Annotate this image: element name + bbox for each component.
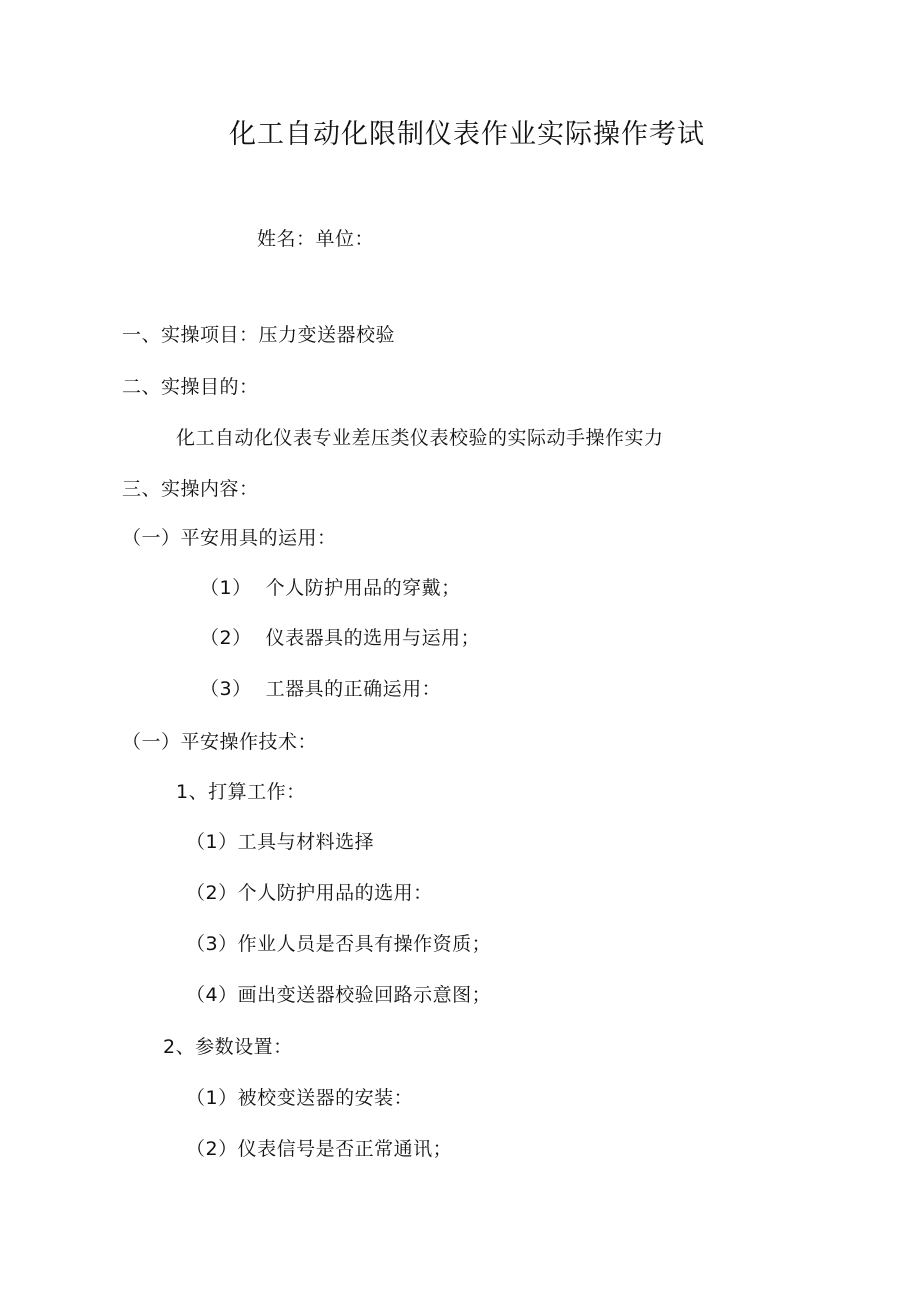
list-item: （1）被校变送器的安装： <box>186 1087 414 1109</box>
subsection-safety-operation: （一）平安操作技术： <box>122 731 318 753</box>
list-marker: （3） <box>200 678 252 700</box>
subsection-safety-tools: （一）平安用具的运用： <box>122 527 337 549</box>
document-title: 化工自动化限制仪表作业实际操作考试 <box>229 119 705 150</box>
list-item: （3）作业人员是否具有操作资质； <box>186 933 492 955</box>
step-1-heading: 1、打算工作： <box>176 781 306 803</box>
section-1-heading: 一、实操项目：压力变送器校验 <box>122 324 396 346</box>
section-2-body: 化工自动化仪表专业差压类仪表校验的实际动手操作实力 <box>176 427 664 449</box>
list-item <box>200 677 441 701</box>
list-item: （2）仪表信号是否正常通讯； <box>186 1138 453 1160</box>
list-item: （4）画出变送器校验回路示意图； <box>186 984 492 1006</box>
list-item <box>200 576 461 600</box>
section-2-heading: 二、实操目的： <box>122 376 259 398</box>
list-item-text: 个人防护用品的穿戴； <box>265 577 461 599</box>
step-2-heading: 2、参数设置： <box>163 1036 293 1058</box>
name-unit-field: 姓名：单位： <box>257 228 375 250</box>
list-item-text: 仪表器具的选用与运用； <box>265 627 481 649</box>
list-item: （2）个人防护用品的选用： <box>186 882 433 904</box>
list-item: （1）工具与材料选择 <box>186 831 375 853</box>
list-marker: （1） <box>200 577 252 599</box>
section-3-heading: 三、实操内容： <box>122 478 259 500</box>
list-marker: （2） <box>200 627 252 649</box>
list-item-text: 工器具的正确运用： <box>265 678 442 700</box>
list-item <box>200 626 480 650</box>
